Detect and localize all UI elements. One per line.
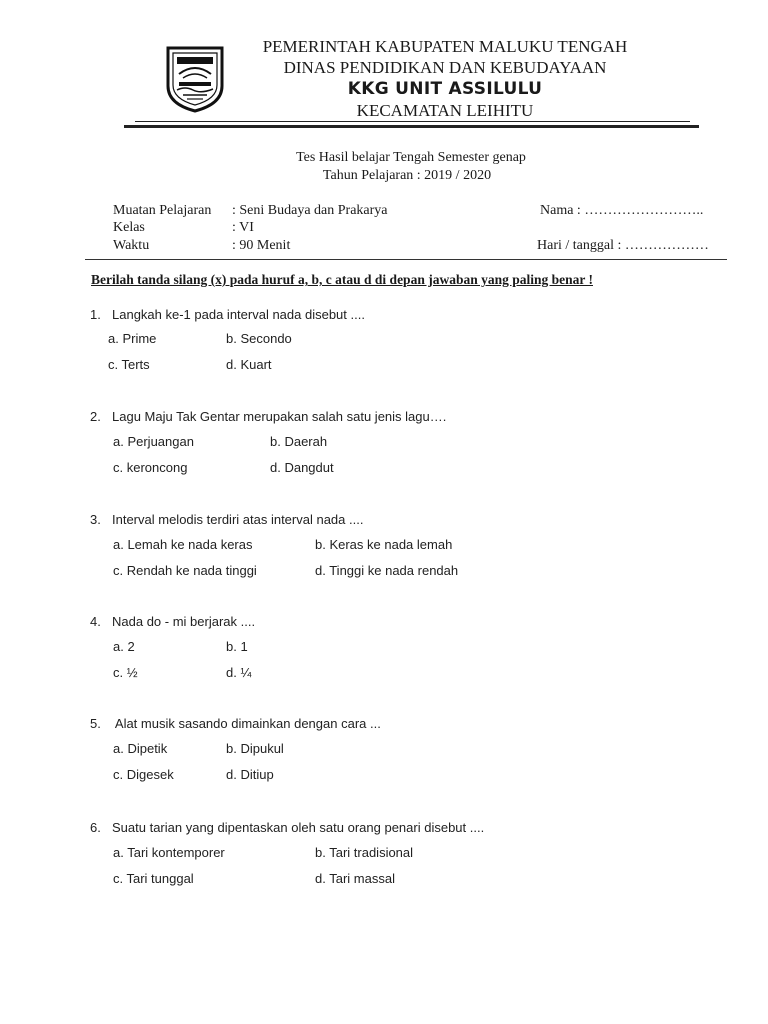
option-a: a. Perjuangan xyxy=(113,434,194,449)
question-text: Nada do - mi berjarak .... xyxy=(112,614,256,629)
option-d: d. Tari massal xyxy=(315,871,395,886)
option-a: a. 2 xyxy=(113,639,135,654)
question-text: Lagu Maju Tak Gentar merupakan salah satu jenis lagu…. xyxy=(112,409,447,424)
option-b: b. Secondo xyxy=(226,331,292,346)
time-value: : 90 Menit xyxy=(232,238,291,253)
option-c: c. Digesek xyxy=(113,767,174,782)
question-number: 4. xyxy=(90,614,101,629)
option-d: d. Kuart xyxy=(226,357,272,372)
option-d: d. Ditiup xyxy=(226,767,274,782)
date-field: Hari / tanggal : ……………… xyxy=(537,238,709,253)
letterhead-divider-thick xyxy=(124,125,699,128)
option-c: c. Terts xyxy=(108,357,150,372)
option-b: b. Dipukul xyxy=(226,741,284,756)
question-text: Alat musik sasando dimainkan dengan cara ... xyxy=(112,716,381,731)
question-number: 1. xyxy=(90,307,101,322)
subject-value: : Seni Budaya dan Prakarya xyxy=(232,203,388,218)
class-label: Kelas xyxy=(113,220,145,235)
question-number: 5. xyxy=(90,716,101,731)
letterhead-district: KECAMATAN LEIHITU xyxy=(356,101,534,120)
class-value: : VI xyxy=(232,220,254,235)
option-a: a. Lemah ke nada keras xyxy=(113,537,253,552)
question-number: 6. xyxy=(90,820,101,835)
letterhead-government: PEMERINTAH KABUPATEN MALUKU TENGAH xyxy=(262,37,628,56)
letterhead-unit: KKG UNIT ASSILULU xyxy=(347,79,543,99)
exam-title: Tes Hasil belajar Tengah Semester genap xyxy=(296,150,526,165)
exam-year: Tahun Pelajaran : 2019 / 2020 xyxy=(322,168,492,183)
letterhead-divider-thin xyxy=(135,121,690,122)
question-text: Suatu tarian yang dipentaskan oleh satu orang penari disebut .... xyxy=(112,820,485,835)
option-b: b. Keras ke nada lemah xyxy=(315,537,453,552)
question-number: 3. xyxy=(90,512,101,527)
time-label: Waktu xyxy=(113,238,150,253)
question-number: 2. xyxy=(90,409,101,424)
option-b: b. 1 xyxy=(226,639,248,654)
student-name-field: Nama : …………………….. xyxy=(540,203,704,218)
question-text: Langkah ke-1 pada interval nada disebut .... xyxy=(112,307,365,322)
option-c: c. keroncong xyxy=(113,460,188,475)
question-text: Interval melodis terdiri atas interval nada .... xyxy=(112,512,364,527)
option-d: d. ¼ xyxy=(226,665,252,680)
info-divider xyxy=(85,259,727,260)
option-a: a. Dipetik xyxy=(113,741,168,756)
regency-emblem-icon xyxy=(165,44,225,114)
option-d: d. Tinggi ke nada rendah xyxy=(315,563,459,578)
option-c: c. Rendah ke nada tinggi xyxy=(113,563,257,578)
option-b: b. Tari tradisional xyxy=(315,845,414,860)
option-c: c. ½ xyxy=(113,665,138,680)
option-a: a. Prime xyxy=(108,331,157,346)
option-d: d. Dangdut xyxy=(270,460,334,475)
subject-label: Muatan Pelajaran xyxy=(113,203,212,218)
option-c: c. Tari tunggal xyxy=(113,871,194,886)
option-a: a. Tari kontemporer xyxy=(113,845,225,860)
letterhead-department: DINAS PENDIDIKAN DAN KEBUDAYAAN xyxy=(283,58,607,77)
option-b: b. Daerah xyxy=(270,434,328,449)
instruction: Berilah tanda silang (x) pada huruf a, b, c atau d di depan jawaban yang paling benar ! xyxy=(91,272,593,287)
